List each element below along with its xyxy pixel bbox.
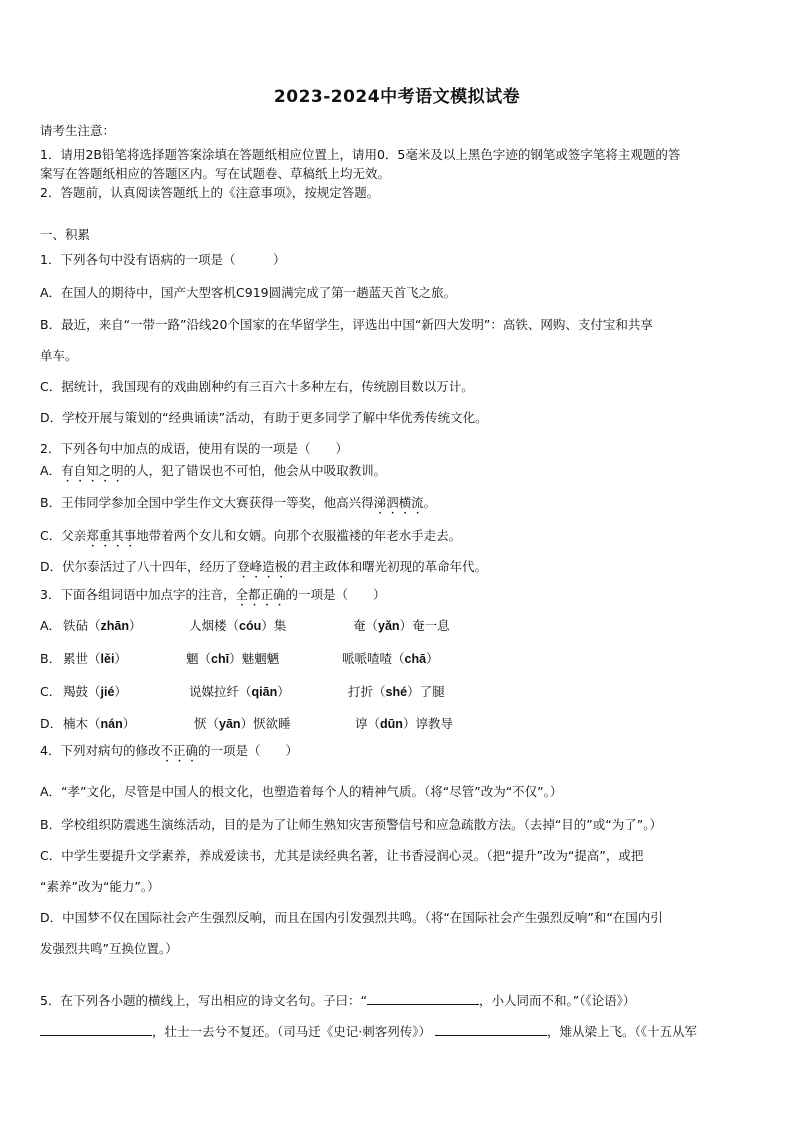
- q3-option-b-item2: 魍（chī）魅魍魉: [186, 651, 280, 666]
- q1-option-c: C．据统计，我国现有的戏曲剧种约有三百六十多种左右，传统剧目数以万计。: [40, 379, 474, 394]
- section-heading: 一、积累: [40, 227, 91, 242]
- emphasis-dotted-text: 登峰造极: [237, 559, 288, 574]
- q4-option-b: B．学校组织防震逃生演练活动，目的是为了让师生熟知灾害预警信号和应急疏散方法。（去掉“目的”或“为了”。）: [40, 817, 662, 832]
- q3-option-d-label: D．: [40, 716, 63, 731]
- notice-line-2: 2．答题前，认真阅读答题纸上的《注意事项》，按规定答题。: [40, 185, 380, 200]
- q4-option-a: A．“孝”文化，尽管是中国人的根文化，也塑造着每个人的精神气质。（将“尽管”改为“不仅”。）: [40, 784, 563, 799]
- q3-option-a-item3: 奄（yǎn）奄一息: [353, 618, 450, 633]
- q4-stem: 4．下列对病句的修改不正确的一项是（ ）: [40, 743, 298, 758]
- q2-stem: 2．下列各句中加点的成语，使用有误的一项是（ ）: [40, 441, 348, 456]
- q5-line1: 5．在下列各小题的横线上，写出相应的诗文名句。子曰：“ ，小人同而不和。”（《论语》）: [40, 993, 636, 1008]
- q3-option-c-item2: 说媒拉纤（qiān）: [189, 684, 290, 699]
- notice-heading: 请考生注意：: [40, 123, 116, 138]
- q3-option-a-item2: 人烟楼（cóu）集: [189, 618, 287, 633]
- emphasis-dotted-text: 全都正确: [235, 587, 286, 602]
- answer-blank[interactable]: [367, 992, 479, 1005]
- q3-option-c-item3: 打折（shé）了腿: [348, 684, 445, 699]
- q2-option-b: B．王伟同学参加全国中学生作文大赛获得一等奖，他高兴得涕泗横流。: [40, 495, 437, 510]
- emphasis-dotted-text: 不正确: [160, 743, 198, 758]
- q4-option-d-line2: 发强烈共鸣”互换位置。）: [40, 941, 178, 956]
- q5-line2: ，壮士一去兮不复还。（司马迁《史记·刺客列传》） ，雉从梁上飞。（《十五从军: [40, 1022, 697, 1040]
- q3-stem: 3．下面各组词语中加点字的注音，全都正确的一项是（ ）: [40, 587, 386, 602]
- emphasis-dotted-text: 有自知之明: [61, 463, 124, 478]
- notice-line-1a: 1．请用2B铅笔将选择题答案涂填在答题纸相应位置上，请用0．5毫米及以上黑色字迹的钢笔或签字笔将主观题的答: [40, 147, 681, 162]
- page-title: 2023-2024中考语文模拟试卷: [273, 87, 521, 107]
- q1-option-d: D．学校开展与策划的“经典诵读”活动，有助于更多同学了解中华优秀传统文化。: [40, 410, 488, 425]
- q3-option-d-item2: 恹（yān）恹欲睡: [194, 716, 291, 731]
- q3-option-a-item1: 铁砧（zhān）: [63, 618, 142, 633]
- q4-option-c-line1: C．中学生要提升文学素养，养成爱读书，尤其是读经典名著，让书香浸润心灵。（把“提升”改为“提高”，或把: [40, 848, 644, 863]
- answer-blank[interactable]: [40, 1023, 152, 1036]
- q1-option-b-line2: 单车。: [40, 348, 78, 363]
- q3-option-a-label: A．: [40, 618, 62, 633]
- q3-option-b-item1: 累世（lěi）: [63, 651, 127, 666]
- emphasis-dotted-text: 涕泗横流: [373, 495, 424, 510]
- notice-line-1b: 案写在答题纸相应的答题区内。写在试题卷、草稿纸上均无效。: [40, 166, 391, 181]
- q3-option-b-label: B．: [40, 651, 62, 666]
- q3-option-d-item1: 楠木（nán）: [63, 716, 136, 731]
- answer-blank[interactable]: [435, 1023, 547, 1036]
- q4-option-d-line1: D．中国梦不仅在国际社会产生强烈反响，而且在国内引发强烈共鸣。（将“在国际社会产生强烈反响”和“在国内引: [40, 910, 663, 925]
- q1-option-b-line1: B．最近，来自“一带一路”沿线20个国家的在华留学生，评选出中国“新四大发明”：高铁、网购、支付宝和共享: [40, 317, 653, 332]
- q3-option-c-label: C．: [40, 684, 62, 699]
- q3-option-c-item1: 羯鼓（jié）: [63, 684, 127, 699]
- q1-option-a: A．在国人的期待中，国产大型客机C919圆满完成了第一趟蓝天首飞之旅。: [40, 285, 457, 300]
- emphasis-dotted-text: 郑重其事: [86, 528, 137, 543]
- q1-stem: 1．下列各句中没有语病的一项是（ ）: [40, 252, 286, 267]
- q2-option-a: A．有自知之明的人，犯了错误也不可怕，他会从中吸取教训。: [40, 463, 387, 478]
- q4-option-c-line2: “素养”改为“能力”。）: [40, 879, 160, 894]
- q3-option-d-item3: 谆（dūn）谆教导: [355, 716, 453, 731]
- q3-option-b-item3: 哌哌喳喳（chā）: [342, 651, 439, 666]
- q2-option-d: D．伏尔泰活过了八十四年，经历了登峰造极的君主政体和曙光初现的革命年代。: [40, 559, 488, 574]
- q2-option-c: C．父亲郑重其事地带着两个女儿和女婿。向那个衣服褴褛的年老水手走去。: [40, 528, 462, 543]
